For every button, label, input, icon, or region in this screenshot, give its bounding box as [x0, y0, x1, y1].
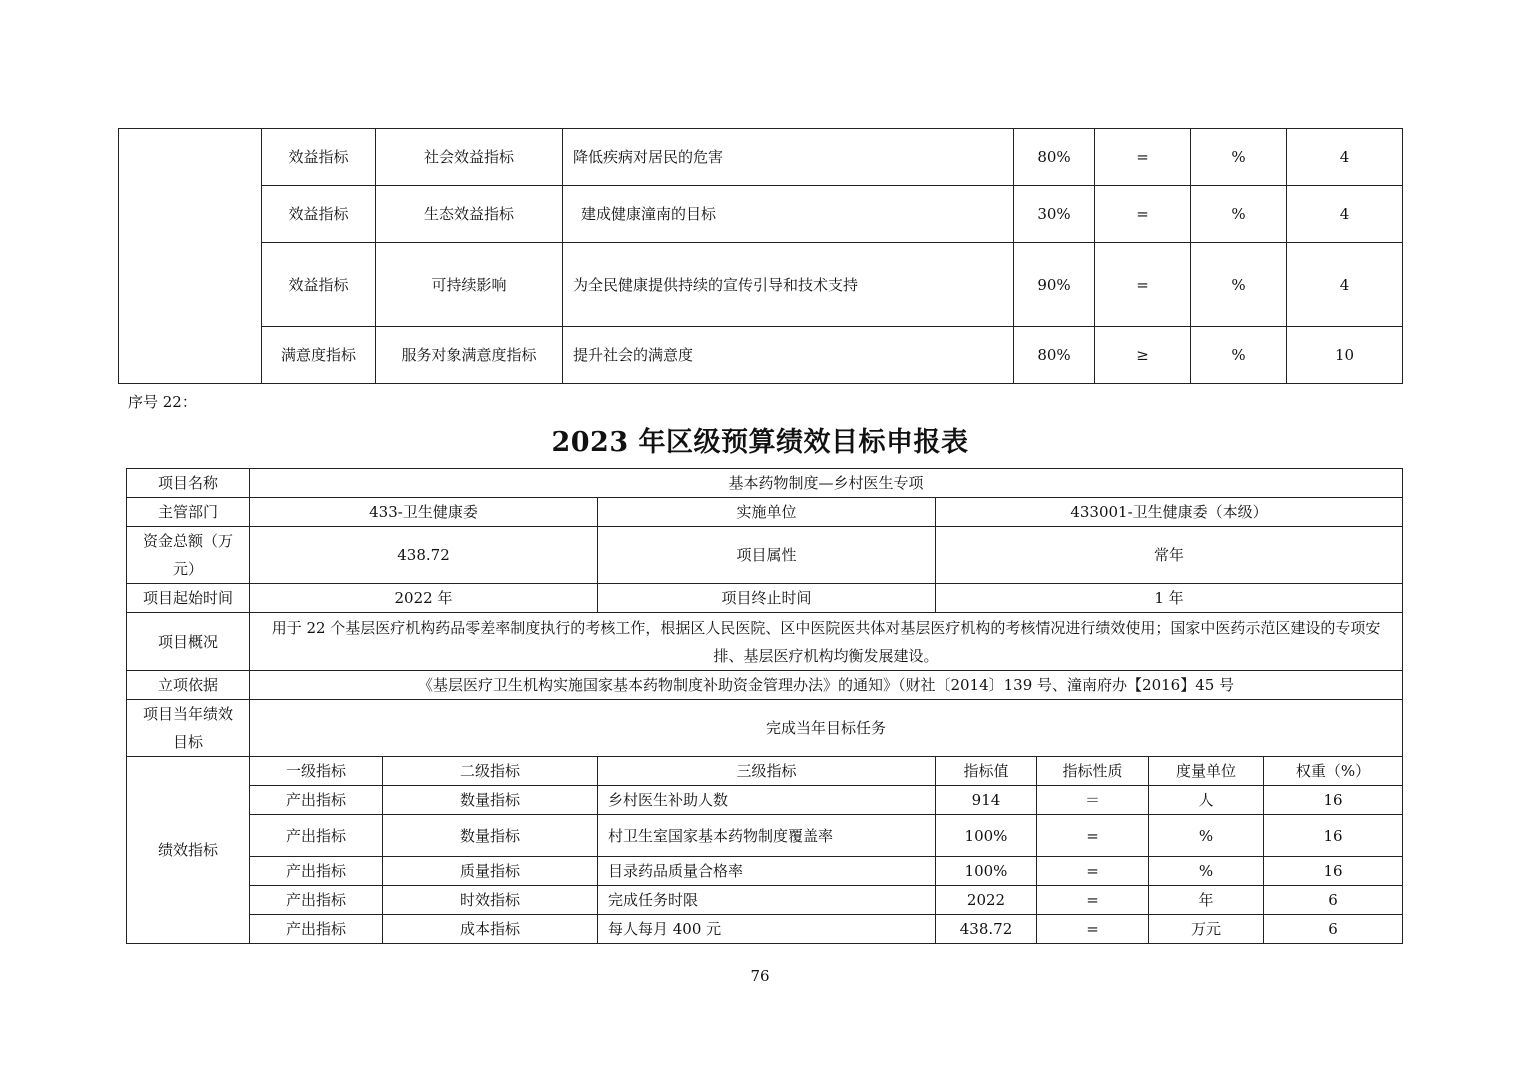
weight-cell: 16 — [1264, 815, 1403, 857]
level2-cell: 生态效益指标 — [376, 186, 563, 243]
page-number: 76 — [750, 967, 770, 985]
nature-cell: = — [1037, 857, 1149, 886]
nature-cell: ＝ — [1037, 786, 1149, 815]
table-row — [127, 469, 1403, 498]
level3-cell: 乡村医生补助人数 — [598, 786, 936, 815]
level3-cell: 降低疾病对居民的危害 — [563, 129, 1014, 186]
nature-cell: = — [1095, 129, 1191, 186]
page-title: 2023 年区级预算绩效目标申报表 — [551, 427, 969, 458]
table-row — [127, 815, 1403, 857]
table-row — [127, 886, 1403, 915]
nature-cell: = — [1095, 243, 1191, 327]
end-value: 1 年 — [936, 584, 1403, 613]
header-cell: 度量单位 — [1149, 757, 1264, 786]
project-name-label: 项目名称 — [127, 469, 250, 498]
weight-cell: 16 — [1264, 786, 1403, 815]
unit-cell: 万元 — [1149, 915, 1264, 944]
level2-cell: 成本指标 — [383, 915, 598, 944]
weight-cell: 6 — [1264, 886, 1403, 915]
value-cell: 80% — [1014, 129, 1095, 186]
value-cell: 30% — [1014, 186, 1095, 243]
weight-cell: 6 — [1264, 915, 1403, 944]
level1-cell: 效益指标 — [262, 243, 376, 327]
level1-cell: 产出指标 — [250, 915, 383, 944]
level1-cell: 产出指标 — [250, 886, 383, 915]
unit-cell: % — [1149, 857, 1264, 886]
value-cell: 914 — [936, 786, 1037, 815]
merged-blank-cell — [119, 129, 262, 384]
table-row — [119, 243, 1403, 327]
unit-cell: % — [1191, 243, 1287, 327]
sequence-label: 序号 22： — [128, 393, 197, 411]
level3-cell: 每人每月 400 元 — [598, 915, 936, 944]
level2-cell: 可持续影响 — [376, 243, 563, 327]
table-row — [127, 786, 1403, 815]
nature-cell: = — [1037, 915, 1149, 944]
value-cell: 438.72 — [936, 915, 1037, 944]
nature-cell: = — [1095, 186, 1191, 243]
table-row — [119, 186, 1403, 243]
nature-cell: = — [1037, 815, 1149, 857]
level2-cell: 社会效益指标 — [376, 129, 563, 186]
level2-cell: 数量指标 — [383, 815, 598, 857]
table-row — [127, 757, 1403, 786]
header-cell: 三级指标 — [598, 757, 936, 786]
unit-cell: % — [1191, 129, 1287, 186]
table-row — [127, 700, 1403, 757]
table-row — [127, 613, 1403, 671]
table-row — [119, 129, 1403, 186]
header-cell: 一级指标 — [250, 757, 383, 786]
overview-value: 用于 22 个基层医疗机构药品零差率制度执行的考核工作，根据区人民医院、区中医院医共体对基层医疗机构的考核情况进行绩效使用；国家中医药示范区建设的专项安排、基层医疗机构均衡发展建设。 — [250, 613, 1403, 671]
value-cell: 80% — [1014, 327, 1095, 384]
perf-label: 绩效指标 — [127, 757, 250, 944]
header-cell: 权重（%） — [1264, 757, 1403, 786]
weight-cell: 16 — [1264, 857, 1403, 886]
start-value: 2022 年 — [250, 584, 598, 613]
level1-cell: 满意度指标 — [262, 327, 376, 384]
level1-cell: 产出指标 — [250, 857, 383, 886]
nature-cell: = — [1037, 886, 1149, 915]
unit-cell: % — [1191, 327, 1287, 384]
level3-cell: 建成健康潼南的目标 — [563, 186, 1014, 243]
level2-cell: 质量指标 — [383, 857, 598, 886]
goal-label: 项目当年绩效目标 — [127, 700, 250, 757]
weight-cell: 4 — [1287, 129, 1403, 186]
fund-value: 438.72 — [250, 527, 598, 584]
dept-label: 主管部门 — [127, 498, 250, 527]
weight-cell: 4 — [1287, 243, 1403, 327]
table-row — [127, 584, 1403, 613]
attr-value: 常年 — [936, 527, 1403, 584]
level2-cell: 服务对象满意度指标 — [376, 327, 563, 384]
unit-cell: % — [1191, 186, 1287, 243]
level1-cell: 效益指标 — [262, 186, 376, 243]
table-row — [119, 327, 1403, 384]
value-cell: 100% — [936, 815, 1037, 857]
header-cell: 指标值 — [936, 757, 1037, 786]
attr-label: 项目属性 — [598, 527, 936, 584]
end-label: 项目终止时间 — [598, 584, 936, 613]
level1-cell: 产出指标 — [250, 815, 383, 857]
level3-cell: 提升社会的满意度 — [563, 327, 1014, 384]
goal-value: 完成当年目标任务 — [250, 700, 1403, 757]
level3-cell: 村卫生室国家基本药物制度覆盖率 — [598, 815, 936, 857]
level3-cell: 目录药品质量合格率 — [598, 857, 936, 886]
table-row — [127, 671, 1403, 700]
value-cell: 2022 — [936, 886, 1037, 915]
basis-label: 立项依据 — [127, 671, 250, 700]
unit-cell: % — [1149, 815, 1264, 857]
unit-cell: 人 — [1149, 786, 1264, 815]
weight-cell: 4 — [1287, 186, 1403, 243]
table-row — [127, 915, 1403, 944]
weight-cell: 10 — [1287, 327, 1403, 384]
table-row — [127, 857, 1403, 886]
nature-cell: ≥ — [1095, 327, 1191, 384]
table-row — [127, 498, 1403, 527]
value-cell: 90% — [1014, 243, 1095, 327]
dept-value: 433-卫生健康委 — [250, 498, 598, 527]
header-cell: 指标性质 — [1037, 757, 1149, 786]
level3-cell: 完成任务时限 — [598, 886, 936, 915]
impl-label: 实施单位 — [598, 498, 936, 527]
start-label: 项目起始时间 — [127, 584, 250, 613]
overview-label: 项目概况 — [127, 613, 250, 671]
level2-cell: 时效指标 — [383, 886, 598, 915]
level1-cell: 产出指标 — [250, 786, 383, 815]
level3-cell: 为全民健康提供持续的宣传引导和技术支持 — [563, 243, 1014, 327]
continued-indicator-table — [118, 128, 1403, 384]
table-row — [127, 527, 1403, 584]
level1-cell: 效益指标 — [262, 129, 376, 186]
header-cell: 二级指标 — [383, 757, 598, 786]
impl-value: 433001-卫生健康委（本级） — [936, 498, 1403, 527]
level2-cell: 数量指标 — [383, 786, 598, 815]
value-cell: 100% — [936, 857, 1037, 886]
basis-value: 《基层医疗卫生机构实施国家基本药物制度补助资金管理办法》的通知》（财社〔2014〕139 号、潼南府办【2016】45 号 — [250, 671, 1403, 700]
fund-label: 资金总额（万元） — [127, 527, 250, 584]
budget-form-table — [126, 468, 1403, 944]
project-name-value: 基本药物制度—乡村医生专项 — [250, 469, 1403, 498]
unit-cell: 年 — [1149, 886, 1264, 915]
